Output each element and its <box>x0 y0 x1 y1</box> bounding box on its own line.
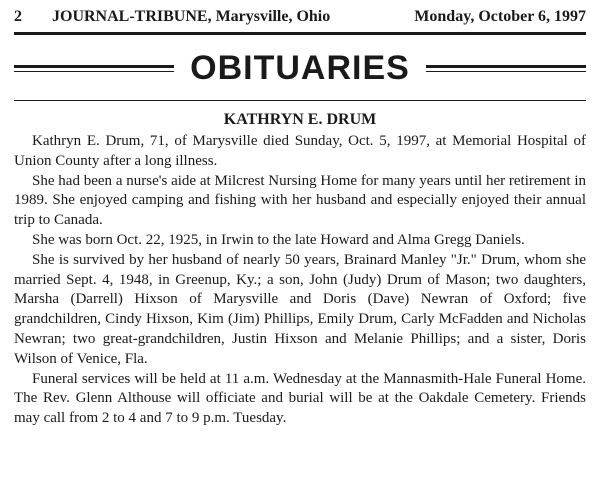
obituary-paragraph: She is survived by her husband of nearly 50 years, Brainard Manley "Jr." Drum, whom she married Sept. 4, 1948, in Greenup, Ky.; a son, John (Judy) Drum of Mason; two daughters, Marsha (Darrell) Hixson of Marysville and Doris (Dave) Newran of Oxford; five grandchildren, Cindy Hixson, Kim (Jim) Phillips, Emily Drum, Carly McFadden and Nicholas Newran; two great-grandchildren, Justin Hixson and Melanie Phillips; and a sister, Doris Wilson of Venice, Fla. <box>14 251 586 367</box>
issue-date: Monday, October 6, 1997 <box>414 8 586 25</box>
masthead <box>14 6 586 28</box>
newspaper-name: JOURNAL-TRIBUNE, Marysville, Ohio <box>52 8 331 25</box>
section-banner <box>14 44 586 92</box>
section-title: OBITUARIES <box>182 49 418 87</box>
obituary-body <box>14 132 586 429</box>
masthead-rule <box>14 32 586 35</box>
obituary-paragraph: Funeral services will be held at 11 a.m. Wednesday at the Mannasmith-Hale Funeral Home. The Rev. Glenn Althouse will officiate and burial will be at the Oakdale Cemetery. Friends may call from 2 to 4 and 7 to 9 p.m. Tuesday. <box>14 370 586 427</box>
obituary-paragraph: Kathryn E. Drum, 71, of Marysville died Sunday, Oct. 5, 1997, at Memorial Hospital of Union County after a long illness. <box>14 133 586 169</box>
banner-bottom-rule <box>14 100 586 101</box>
obituary-paragraph: She had been a nurse's aide at Milcrest Nursing Home for many years until her retirement in 1989. She enjoyed camping and fishing with her husband and especially enjoyed their annual trip to Canada. <box>14 172 586 229</box>
obituary-name: KATHRYN E. DRUM <box>223 111 377 128</box>
page-number: 2 <box>14 8 22 25</box>
obituary-paragraph: She was born Oct. 22, 1925, in Irwin to the late Howard and Alma Gregg Daniels. <box>32 231 525 248</box>
